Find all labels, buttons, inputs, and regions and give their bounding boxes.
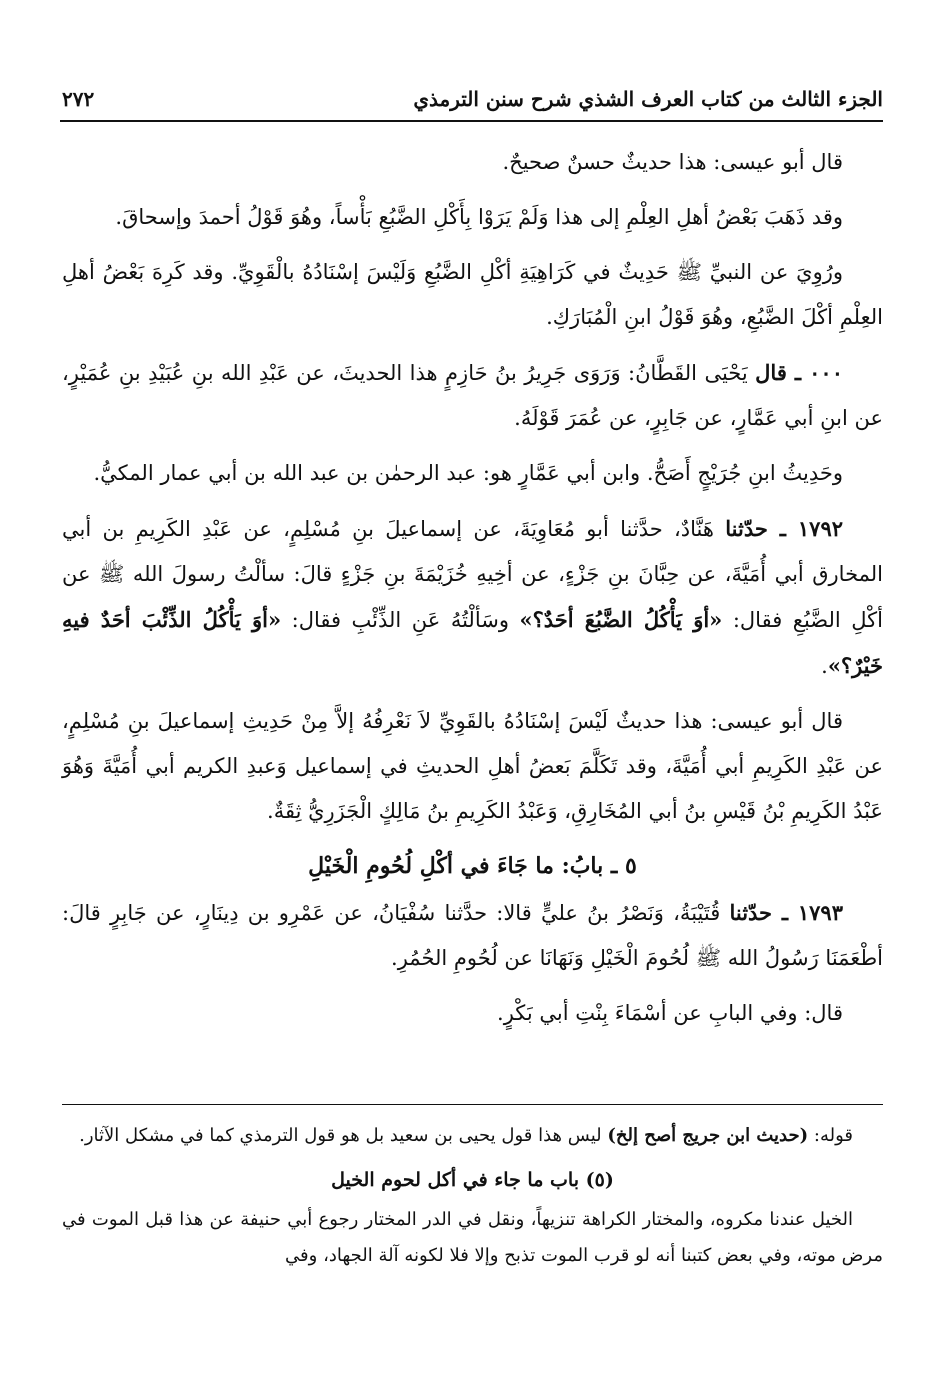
footnote-1-bold: (حديث ابن جريج أصح إلخ) bbox=[607, 1125, 809, 1146]
chapter-heading: ٥ ـ بابُ: ما جَاءَ في أكْلِ لُحُومِ الْخَيْلِ bbox=[308, 853, 637, 879]
running-title: الجزء الثالث من كتاب العرف الشذي شرح سنن الترمذي bbox=[413, 87, 883, 111]
footnote-heading: (٥) باب ما جاء في أكل لحوم الخيل bbox=[331, 1169, 614, 1191]
hadith-1792-text-b: وسَألْتُهُ عَنِ الذِّئْبِ فقال: bbox=[291, 608, 509, 632]
footnote-1 bbox=[62, 1118, 883, 1154]
prophetic-quote-2: «أوَ يَأْكُلُ الذِّئْبَ أحَدٌ فيهِ خَيْرٌ؟» bbox=[62, 607, 883, 678]
hadith-1792-text-a: هَنَّادٌ، حدَّثنا أبو مُعَاوِيَةَ، عن إسماعيلَ بنِ مُسْلِمٍ، عن عَبْدِ الكَرِيمِ بن أبي المخارق أبي أُمَيَّةَ، عن حِبَّانَ بنِ جَزْءٍ، عن أخِيهِ خُزَيْمَةَ بنِ جَزْءٍ قالَ: سألْتُ رسولَ الله ﷺ عن أكْلِ الضَّبُعِ فقال: bbox=[62, 517, 883, 632]
paragraph-1: قال أبو عيسى: هذا حديثٌ حسنٌ صحيحٌ. bbox=[502, 150, 843, 174]
prophetic-quote-1: «أوَ يَأْكُلُ الضَّبُعَ أحَدٌ؟» bbox=[519, 607, 723, 632]
page-number: ٢٧٢ bbox=[62, 87, 95, 111]
hadith-1793-text: قُتَيْبَةُ، وَنَصْرُ بنُ عليٍّ قالا: حدَّثنا سُفْيَانُ، عن عَمْرِو بن دِينَارٍ، عن جَابِرٍ قالَ: أطْعَمَنَا رَسُولُ الله ﷺ لُحُومَ الْخَيْلِ وَنَهَانَا عن لُحُومِ الحُمُرِ. bbox=[62, 901, 883, 970]
hadith-1793-lead: ١٧٩٣ ـ حدّثنا bbox=[729, 900, 843, 925]
footnote-rule bbox=[62, 1104, 883, 1105]
header-rule bbox=[60, 120, 883, 122]
paragraph-4-text: يَحْيَى القَطَّانُ: وَرَوَى جَرِيرُ بنُ حَازِمٍ هذا الحديثَ، عن عَبْدِ الله بنِ عُبَيْدِ بنِ عُمَيْرٍ، عن ابنِ أبي عَمَّارٍ، عن جَابِرٍ، عن عُمَرَ قَوْلَهُ. bbox=[62, 361, 883, 430]
paragraph-3: ورُوِيَ عن النبيِّ ﷺ حَدِيثٌ في كَرَاهِيَةِ أكْلِ الضَّبُعِ وَلَيْسَ إسْنَادُهُ بالْقَوِيِّ. وقد كَرِهَ بَعْضُ أهلِ العِلْمِ أكْلَ الضَّبُعِ، وهُوَ قَوْلُ ابنِ الْمُبَارَكِ. bbox=[62, 260, 883, 329]
running-header bbox=[62, 82, 883, 116]
main-text bbox=[62, 140, 883, 1046]
hadith-1792 bbox=[62, 506, 883, 689]
hadith-1792-lead: ١٧٩٢ ـ حدّثنا bbox=[725, 516, 844, 541]
paragraph-2: وقد ذَهَبَ بَعْضُ أهلِ العِلْمِ إلى هذا وَلَمْ يَرَوْا بِأَكْلِ الضَّبُعِ بَأْساً، وهُوَ قَوْلُ أحمدَ وإسحاقَ. bbox=[115, 205, 843, 229]
hadith-1793 bbox=[62, 890, 883, 981]
footnote-1-text: ليس هذا قول يحيى بن سعيد بل هو قول الترمذي كما في مشكل الآثار. bbox=[79, 1125, 602, 1146]
footnote-1-lead: قوله: bbox=[813, 1125, 853, 1146]
paragraph-5: وحَدِيثُ ابنِ جُرَيْجٍ أَصَحُّ. وابن أبي عَمَّارٍ هو: عبد الرحمٰن بن عبد الله بن أبي عمار المكيُّ. bbox=[93, 461, 843, 485]
paragraph-7: قال أبو عيسى: هذا حديثٌ لَيْسَ إسْنَادُهُ بالقَوِيِّ لاَ نَعْرِفُهُ إلاَّ مِنْ حَدِيثِ إسماعيلَ بنِ مُسْلِمٍ، عن عَبْدِ الكَرِيمِ أبي أُمَيَّةَ، وقد تَكَلَّمَ بَعضُ أهلِ الحديثِ في إسماعيل وَعبدِ الكريم أبي أُمَيَّةَ وَهُوَ عَبْدُ الكَرِيمِ بْنُ قَيْسِ بنُ أبي المُخَارِقِ، وَعَبْدُ الكَرِيمِ بنُ مَالِكٍ الْجَزَرِيُّ ثِقَةٌ. bbox=[62, 709, 883, 823]
footnote-2: الخيل عندنا مكروه، والمختار الكراهة تنزيهاً، ونقل في الدر المختار رجوع أبي حنيفة عن هذا قبل الموت في مرض موته، وفي بعض كتبنا أنه لو قرب الموت تذبح وإلا فلا لكونه آلة الجهاد، وفي bbox=[62, 1209, 883, 1266]
paragraph-9: قال: وفي البابِ عن أسْمَاءَ بِنْتِ أبي بَكْرٍ. bbox=[497, 1001, 843, 1025]
footnotes bbox=[62, 1118, 883, 1282]
hadith-number-lead: ٠٠٠ ـ قال bbox=[755, 360, 843, 385]
paragraph-4 bbox=[62, 350, 883, 441]
hadith-1792-end: . bbox=[821, 654, 828, 678]
